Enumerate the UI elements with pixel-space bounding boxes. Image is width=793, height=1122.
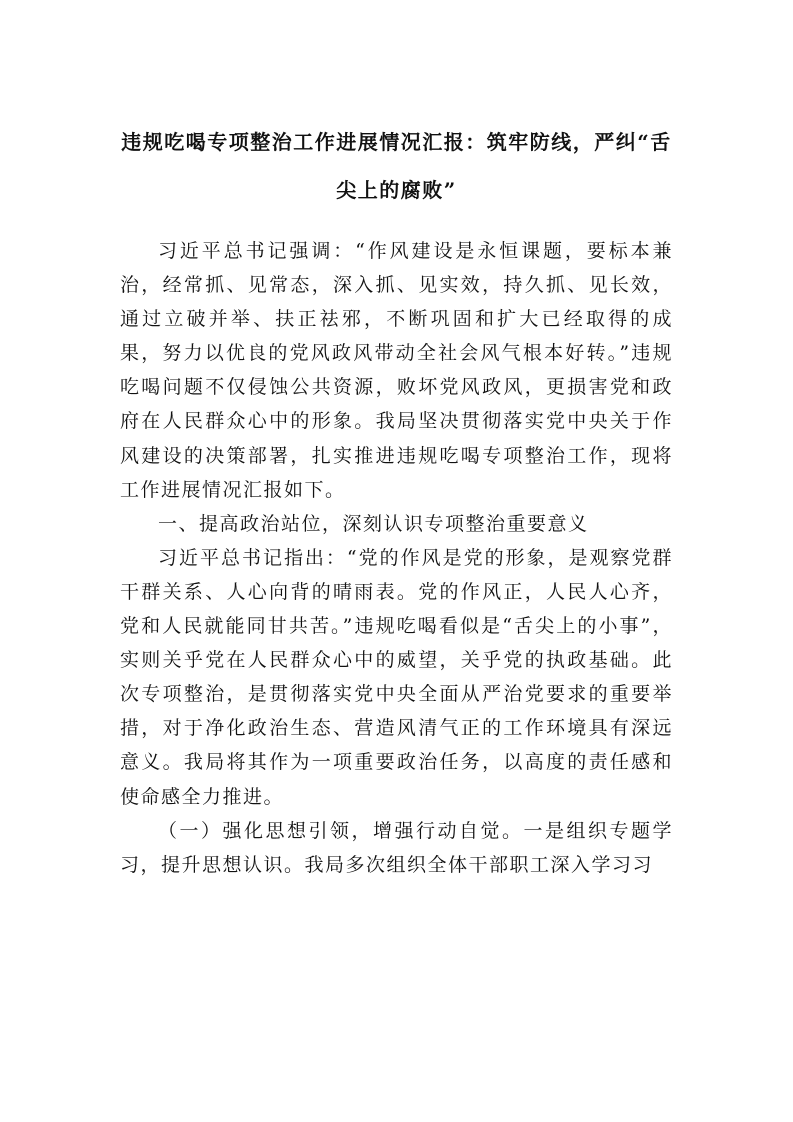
document-page — [120, 118, 673, 882]
subsection-paragraph: （一）强化思想引领，增强行动自觉。一是组织专题学习，提升思想认识。我局多次组织全体干部职工深入学习习 — [120, 819, 673, 876]
document-title: 违规吃喝专项整治工作进展情况汇报：筑牢防线，严纠“舌尖上的腐败” — [121, 130, 672, 202]
section-heading: 一、提高政治站位，深刻认识专项整治重要意义 — [158, 512, 589, 535]
document-body — [120, 234, 673, 882]
section-paragraph: 习近平总书记指出：“党的作风是党的形象，是观察党群干群关系、人心向背的晴雨表。党的作风正，人民人心齐，党和人民就能同甘共苦。”违规吃喝看似是“舌尖上的小事”，实则关乎党在人民群众心中的威望，关乎党的执政基础。此次专项整治，是贯彻落实党中央全面从严治党要求的重要举措，对于净化政治生态、营造风清气正的工作环境具有深远意义。我局将其作为一项重要政治任务，以高度的责任感和使命感全力推进。 — [120, 546, 673, 808]
intro-paragraph: 习近平总书记强调：“作风建设是永恒课题，要标本兼治，经常抓、见常态，深入抓、见实效，持久抓、见长效，通过立破并举、扶正祛邪，不断巩固和扩大已经取得的成果，努力以优良的党风政风带动全社会风气根本好转。”违规吃喝问题不仅侵蚀公共资源，败坏党风政风，更损害党和政府在人民群众心中的形象。我局坚决贯彻落实党中央关于作风建设的决策部署，扎实推进违规吃喝专项整治工作，现将工作进展情况汇报如下。 — [120, 240, 673, 501]
